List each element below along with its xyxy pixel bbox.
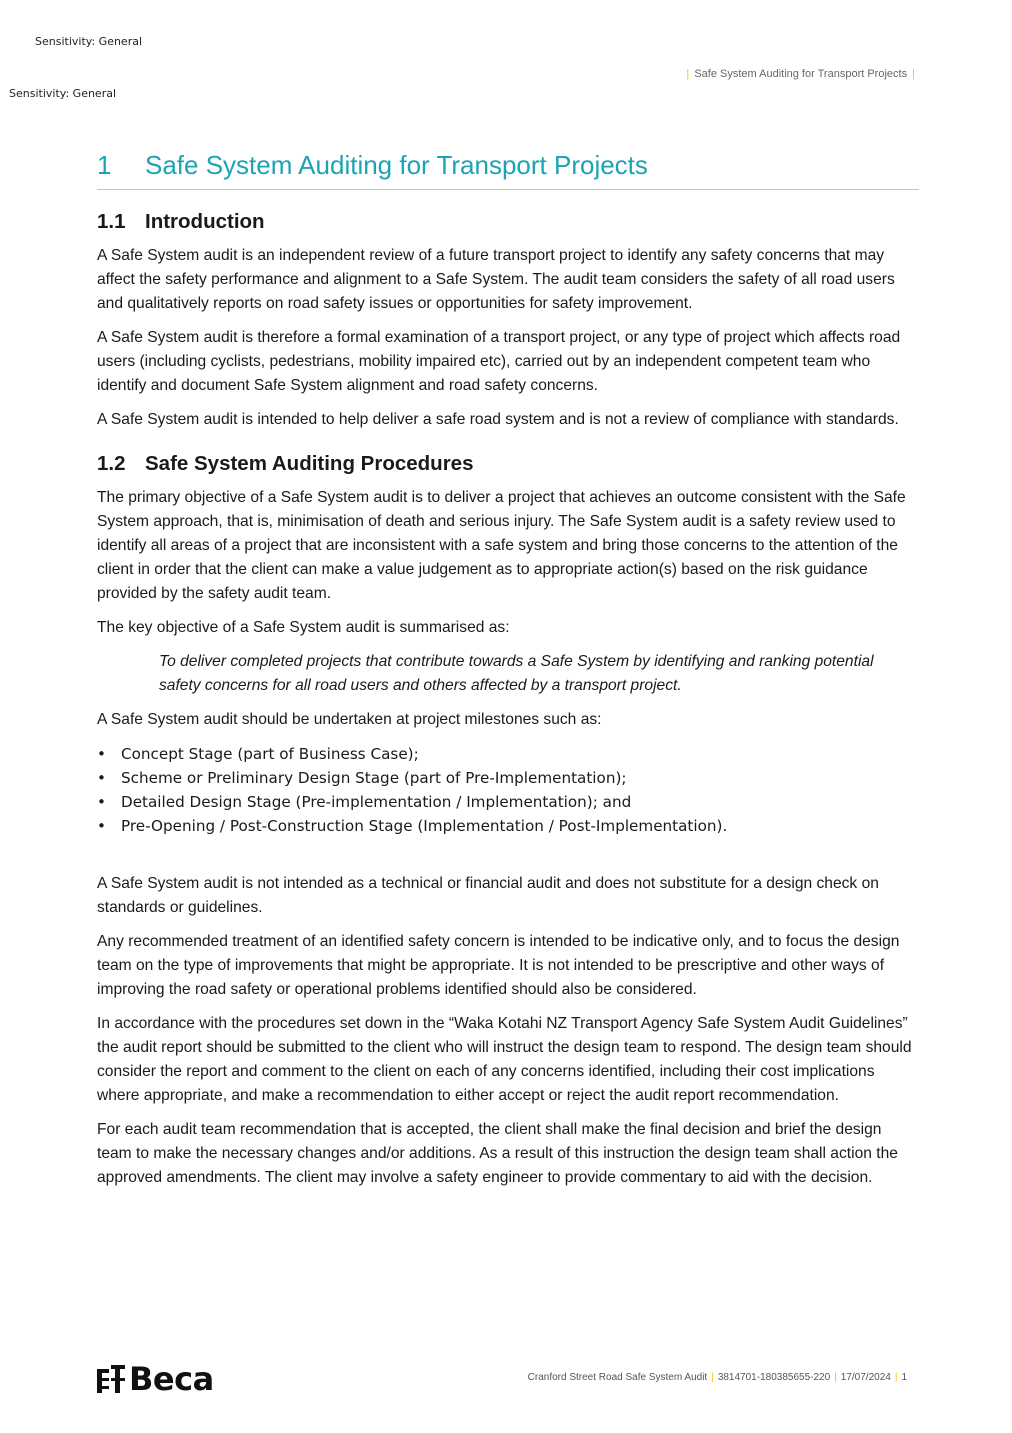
list-item — [97, 766, 919, 790]
intro-paragraph-1: A Safe System audit is an independent review of a future transport project to identify any safety concerns that may affect the safety performance and alignment to a Safe System. The audit team considers the safety of all road users and qualitatively reports on road safety issues or opportunities for safety improvement. — [97, 247, 895, 312]
bullet-icon: • — [97, 793, 106, 811]
footer-info — [528, 1372, 907, 1383]
footer-date: 17/07/2024 — [840, 1372, 891, 1383]
intro-paragraph-2: A Safe System audit is therefore a formal examination of a transport project, or any type of project which affects road users (including cyclists, pedestrians, mobility impaired etc), carried out by an independent competent team who identify and document Safe System alignment and road safety concerns. — [97, 329, 901, 394]
procedures-paragraph-7: For each audit team recommendation that is accepted, the client shall make the final decision and brief the design team to make the necessary changes and/or additions. As a result of this instruction the design team shall action the approved amendments. The client may involve a safety engineer to provide commentary to aid with the decision. — [97, 1121, 898, 1186]
page-content — [97, 150, 919, 1200]
beca-logo-text: Beca — [129, 1360, 214, 1398]
section-number: 1 — [97, 150, 112, 180]
subsection-title: Safe System Auditing Procedures — [145, 452, 474, 475]
sensitivity-label-second: Sensitivity: General — [9, 87, 117, 100]
list-item-text: Detailed Design Stage (Pre-implementation / Implementation); and — [121, 793, 632, 811]
subsection-title: Introduction — [145, 210, 265, 233]
sensitivity-label-top: Sensitivity: General — [35, 35, 143, 48]
procedures-paragraph-3: A Safe System audit should be undertaken at project milestones such as: — [97, 711, 602, 728]
beca-logo — [97, 1360, 214, 1398]
bullet-icon: • — [97, 769, 106, 787]
procedures-paragraph-2: The key objective of a Safe System audit is summarised as: — [97, 619, 510, 636]
procedures-paragraph-5: Any recommended treatment of an identified safety concern is intended to be indicative only, and to focus the design team on the type of improvements that might be appropriate. It is not intended to be prescriptive and other ways of improving the road safety or operational problems identified should also be considered. — [97, 933, 900, 998]
list-item-text: Scheme or Preliminary Design Stage (part of Pre-Implementation); — [121, 769, 627, 787]
subsection-number: 1.2 — [97, 452, 126, 475]
list-item-text: Concept Stage (part of Business Case); — [121, 745, 419, 763]
procedures-paragraph-1: The primary objective of a Safe System audit is to deliver a project that achieves an outcome consistent with the Safe System approach, that is, minimisation of death and serious injury. The Safe System audit is a safety review used to identify all areas of a project that are inconsistent with a safe system and bring those concerns to the attention of the client in order that the client can make a value judgement as to appropriate action(s) based on the risk guidance provided by the safety audit team. — [97, 489, 906, 602]
key-objective-quote: To deliver completed projects that contribute towards a Safe System by identifying and ranking potential safety concerns for all road users and others affected by a transport project. — [159, 653, 874, 694]
running-header — [684, 68, 917, 80]
list-item-text: Pre-Opening / Post-Construction Stage (Implementation / Post-Implementation). — [121, 817, 728, 835]
list-item — [97, 742, 919, 766]
intro-paragraph-3: A Safe System audit is intended to help deliver a safe road system and is not a review of compliance with standards. — [97, 411, 899, 428]
list-item — [97, 790, 919, 814]
footer-separator: | — [834, 1372, 837, 1383]
list-item — [97, 814, 919, 838]
running-header-title: Safe System Auditing for Transport Projects — [694, 68, 908, 80]
footer-reference: 3814701-180385655-220 — [717, 1372, 831, 1383]
subsection-heading-procedures — [97, 452, 919, 476]
section-title: Safe System Auditing for Transport Projects — [145, 150, 648, 180]
footer-separator: | — [711, 1372, 714, 1383]
bullet-icon: • — [97, 817, 106, 835]
subsection-heading-introduction — [97, 210, 919, 234]
milestones-list — [97, 742, 919, 838]
footer-separator: | — [894, 1372, 898, 1383]
footer-page-number: 1 — [901, 1372, 907, 1383]
bullet-icon: • — [97, 745, 106, 763]
procedures-paragraph-4: A Safe System audit is not intended as a technical or financial audit and does not substitute for a design check on standards or guidelines. — [97, 875, 879, 916]
header-separator-left: | — [686, 68, 690, 80]
beca-logo-mark-icon — [97, 1365, 125, 1393]
section-heading — [97, 150, 919, 190]
header-separator-right: | — [912, 68, 915, 80]
subsection-number: 1.1 — [97, 210, 126, 233]
procedures-paragraph-6: In accordance with the procedures set down in the “Waka Kotahi NZ Transport Agency Safe System Audit Guidelines” the audit report should be submitted to the client who will instruct the design team to respond. The design team should consider the report and comment to the client on each of any concerns identified, including their cost implications where appropriate, and make a recommendation to either accept or reject the audit report recommendation. — [97, 1015, 912, 1104]
footer-document-title: Cranford Street Road Safe System Audit — [527, 1372, 708, 1383]
